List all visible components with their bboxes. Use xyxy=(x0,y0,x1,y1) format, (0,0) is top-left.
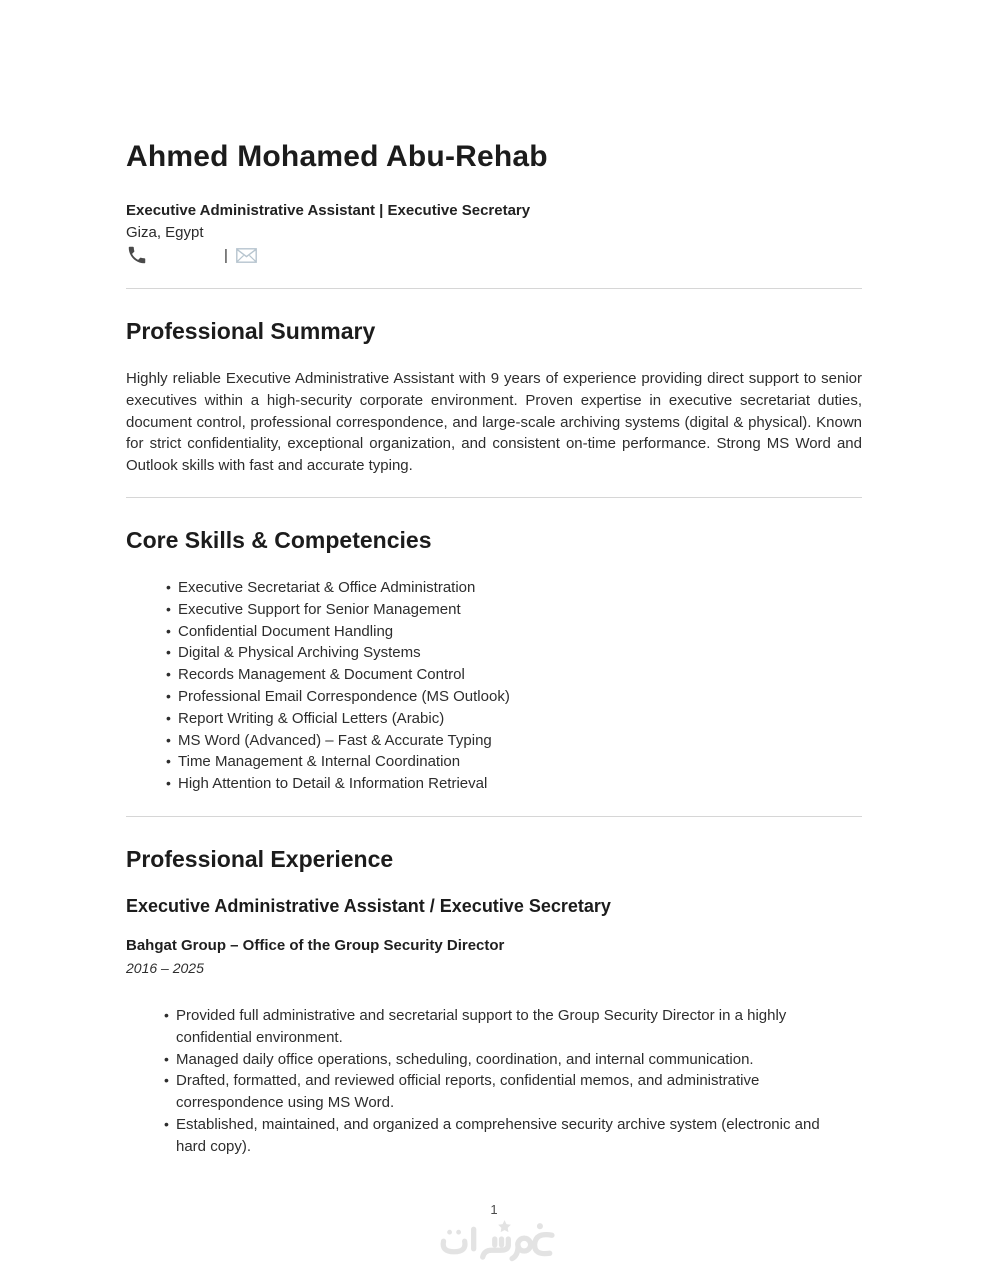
skill-item: • Executive Support for Senior Management xyxy=(166,599,862,621)
skill-item: • High Attention to Detail & Information Retrieval xyxy=(166,773,862,795)
khamsat-watermark-logo xyxy=(126,1220,862,1264)
section-core-skills xyxy=(126,526,862,795)
skill-item: • Confidential Document Handling xyxy=(166,621,862,643)
skill-item: • Time Management & Internal Coordination xyxy=(166,751,862,773)
summary-heading: Professional Summary xyxy=(126,318,376,344)
phone-icon xyxy=(126,244,148,266)
skill-item: • Executive Secretariat & Office Administration xyxy=(166,577,862,599)
resume-header xyxy=(126,140,862,266)
candidate-job-title: Executive Administrative Assistant | Executive Secretary xyxy=(126,202,531,219)
skill-item: • Records Management & Document Control xyxy=(166,664,862,686)
contact-row xyxy=(126,244,862,266)
page-footer xyxy=(126,1202,862,1264)
section-professional-summary xyxy=(126,317,862,477)
contact-gap xyxy=(228,255,236,256)
summary-paragraph: Highly reliable Executive Administrative Assistant with 9 years of experience providing direct support to senior executives within a high-security corporate environment. Proven expertise in executive secretariat duties, document control, professional correspondence, and large-scale archiving systems (digital & physical). Known for strict confidentiality, exceptional organization, and consistent on-time performance. Strong MS Word and Outlook skills with fast and accurate typing. xyxy=(126,370,862,475)
skill-item: • Report Writing & Official Letters (Arabic) xyxy=(166,708,862,730)
section-divider xyxy=(126,288,862,289)
experience-period: 2016 – 2025 xyxy=(126,959,204,976)
skills-heading: Core Skills & Competencies xyxy=(126,526,432,553)
page-number: 1 xyxy=(490,1201,498,1217)
experience-bullet: • Managed daily office operations, scheduling, coordination, and internal communication. xyxy=(164,1049,848,1071)
experience-bullet: • Provided full administrative and secretarial support to the Group Security Director in a highly confidential environment. xyxy=(164,1005,848,1049)
contact-separator: | xyxy=(224,246,228,264)
skill-item: • Professional Email Correspondence (MS Outlook) xyxy=(166,686,862,708)
candidate-location: Giza, Egypt xyxy=(126,224,204,241)
skill-item: • Digital & Physical Archiving Systems xyxy=(166,642,862,664)
skills-list xyxy=(126,577,862,795)
experience-bullet: • Established, maintained, and organized a comprehensive security archive system (electronic and hard copy). xyxy=(164,1114,848,1158)
candidate-name: Ahmed Mohamed Abu-Rehab xyxy=(126,140,548,173)
experience-bullet-list xyxy=(126,1005,862,1158)
section-divider xyxy=(126,497,862,498)
experience-bullet: • Drafted, formatted, and reviewed official reports, confidential memos, and administrative correspondence using MS Word. xyxy=(164,1070,848,1114)
experience-company: Bahgat Group – Office of the Group Security Director xyxy=(126,936,505,954)
section-professional-experience xyxy=(126,845,862,1158)
envelope-icon xyxy=(236,248,257,263)
experience-role: Executive Administrative Assistant / Executive Secretary xyxy=(126,895,611,916)
skill-item: • MS Word (Advanced) – Fast & Accurate Typing xyxy=(166,730,862,752)
redacted-phone-number xyxy=(148,255,224,256)
experience-heading: Professional Experience xyxy=(126,845,394,872)
section-divider xyxy=(126,816,862,817)
